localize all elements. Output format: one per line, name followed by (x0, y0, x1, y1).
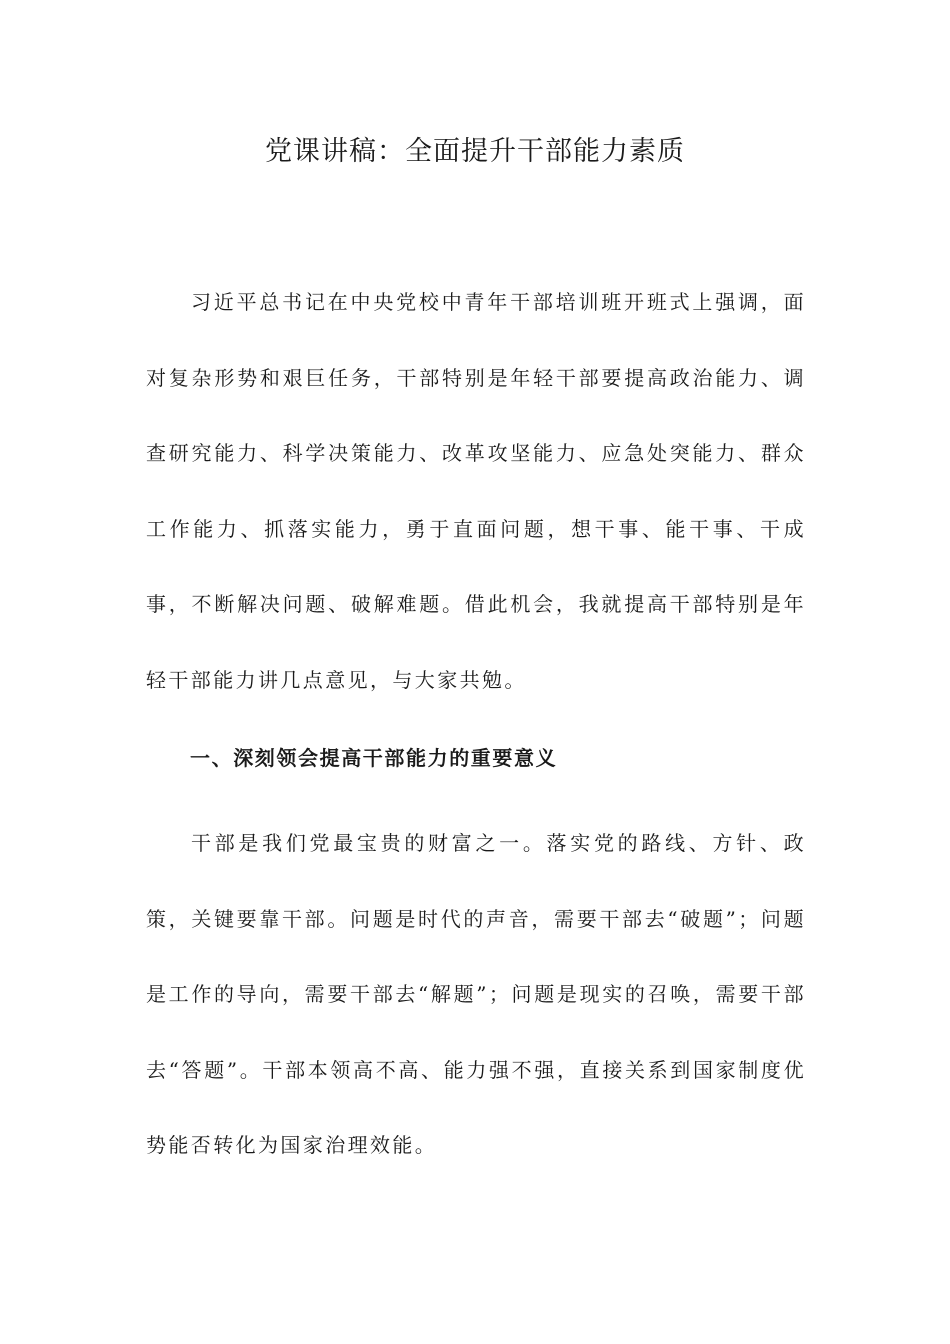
document-title: 党课讲稿：全面提升干部能力素质 (265, 136, 685, 167)
section-1-paragraph: 干部是我们党最宝贵的财富之一。落实党的路线、方针、政策，关键要靠干部。问题是时代的声音，需要干部去“破题”；问题是工作的导向，需要干部去“解题”；问题是现实的召唤，需要干部去“答题”。干部本领高不高、能力强不强，直接关系到国家制度优势能否转化为国家治理效能。 (146, 831, 806, 1157)
intro-paragraph: 习近平总书记在中央党校中青年干部培训班开班式上强调，面对复杂形势和艰巨任务，干部特别是年轻干部要提高政治能力、调查研究能力、科学决策能力、改革攻坚能力、应急处突能力、群众工作能力、抓落实能力，勇于直面问题，想干事、能干事、干成事，不断解决问题、破解难题。借此机会，我就提高干部特别是年轻干部能力讲几点意见，与大家共勉。 (146, 290, 806, 692)
section-heading-1: 一、深刻领会提高干部能力的重要意义 (190, 746, 558, 770)
